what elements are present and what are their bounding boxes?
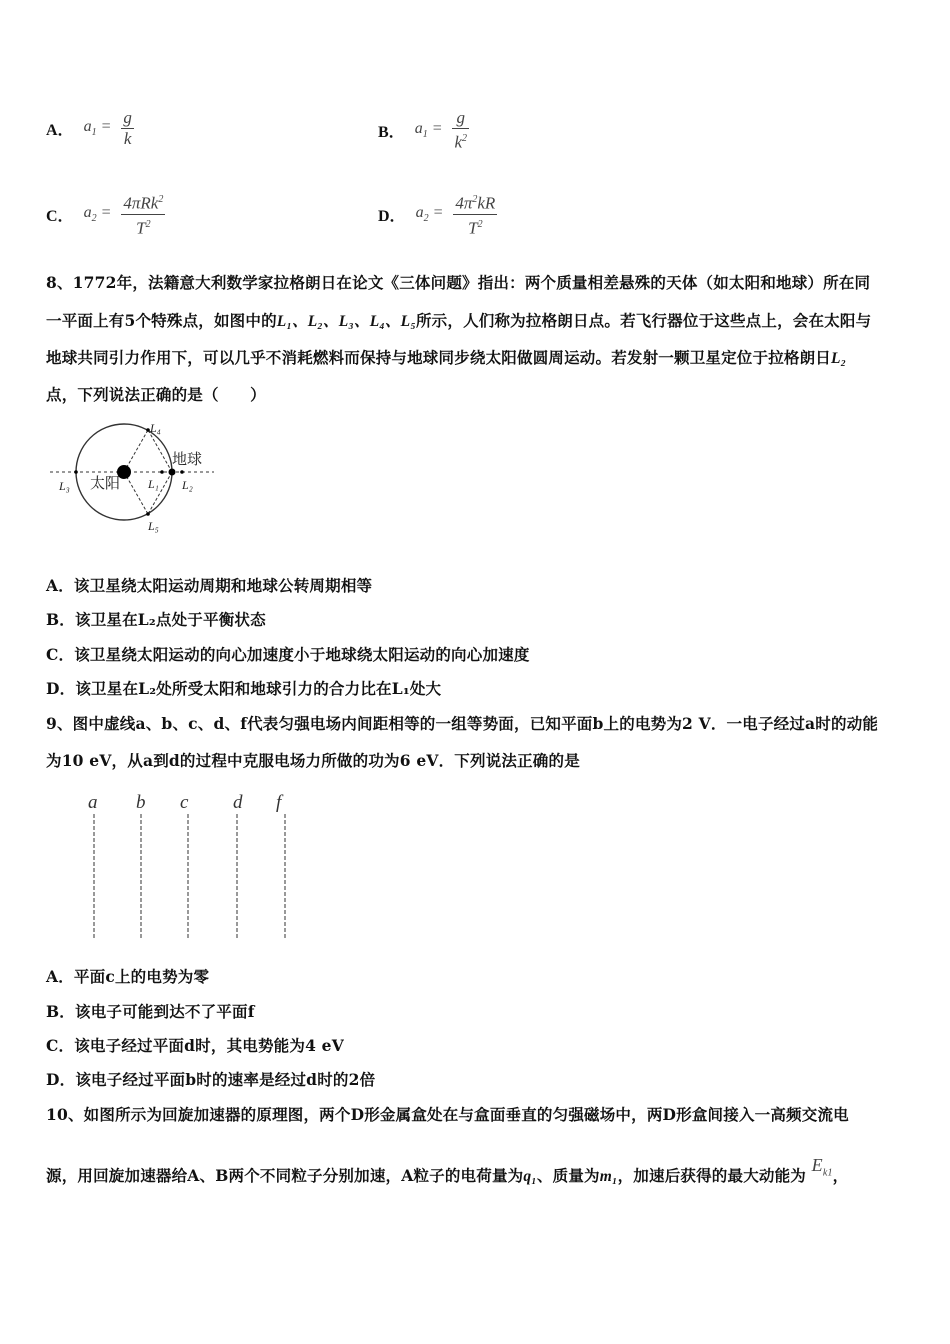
l3-dot [74, 470, 78, 474]
plane-label-c: c [180, 792, 189, 813]
q10-text-line1: 10、如图所示为回旋加速器的原理图，两个D形金属盒处在与盒面垂直的匀强磁场中，两D形盒间接入一高频交流电 [46, 1105, 849, 1124]
plane-label-d: d [233, 792, 243, 813]
formula-lhs: $a_2$ = [83, 204, 112, 225]
plane-label-f: f [276, 792, 282, 813]
q9-option-a: A．平面c上的电势为零 [46, 967, 210, 986]
option-label: C． [46, 207, 74, 225]
q8-option-b: B．该卫星在L₂点处于平衡状态 [46, 610, 266, 629]
q7-option-d [378, 190, 497, 238]
lagrange-diagram [46, 418, 216, 538]
l2-label: L₂ [182, 478, 193, 492]
q9-text-line2: 为10 eV，从a到d的过程中克服电场力所做的功为6 eV．下列说法正确的是 [46, 751, 580, 770]
equipotential-planes-diagram [80, 788, 300, 943]
option-label: D． [378, 207, 406, 225]
dash-earth-l4 [148, 430, 172, 472]
q8-text-line3: 地球共同引力作用下，可以几乎不消耗燃料而保持与地球同步绕太阳做圆周运动。若发射一颗卫星定位于拉格朗日L₂ [46, 348, 847, 367]
q7-option-c [46, 190, 165, 238]
q9-option-b: B．该电子可能到达不了平面f [46, 1002, 255, 1021]
formula-lhs: $a_1$ = [414, 120, 443, 141]
q8-text-line2: 一平面上有5个特殊点，如图中的L₁、L₂、L₃、L₄、L₅所示，人们称为拉格朗日点。若飞行器位于这些点上，会在太阳与 [46, 311, 872, 330]
sun-label: 太阳 [90, 476, 121, 492]
fraction: $\frac{g}{k}$ [123, 108, 132, 148]
q9-text-line1: 9、图中虚线a、b、c、d、f代表匀强电场内间距相等的一组等势面，已知平面b上的电势为2 V．一电子经过a时的动能 [46, 714, 879, 733]
plane-label-a: a [88, 792, 98, 813]
fraction: $\frac{g}{k^2}$ [454, 108, 468, 152]
q7-option-a [46, 108, 134, 149]
plane-label-b: b [136, 792, 146, 813]
q8-option-d: D．该卫星在L₂处所受太阳和地球引力的合力比在L₁处大 [46, 679, 442, 698]
l1-dot [160, 470, 164, 474]
q8-option-a: A．该卫星绕太阳运动周期和地球公转周期相等 [46, 576, 373, 595]
fraction: $\frac{4\pi Rk^2}{T^2}$ [123, 193, 164, 238]
q8-text-line1: 8、1772年，法籍意大利数学家拉格朗日在论文《三体问题》指出：两个质量相差悬殊的天体（如太阳和地球）所在同 [46, 273, 871, 292]
q8-option-c: C．该卫星绕太阳运动的向心加速度小于地球绕太阳运动的向心加速度 [46, 645, 530, 664]
l3-label: L₃ [59, 479, 70, 493]
dash-sun-l5 [124, 472, 148, 514]
option-label: A． [46, 122, 74, 139]
q9-option-c: C．该电子经过平面d时，其电势能为4 eV [46, 1036, 344, 1055]
lagrange-points: L₁、L₂、L₃、L₄、L₅ [276, 313, 416, 330]
option-label: B． [378, 123, 405, 141]
l5-label: L₅ [148, 519, 159, 533]
formula-lhs: $a_1$ = [83, 118, 112, 139]
q9-option-d: D．该电子经过平面b时的速率是经过d时的2倍 [46, 1070, 376, 1089]
dash-sun-l4 [124, 430, 148, 472]
l4-label: L₄ [150, 421, 161, 435]
l2-dot [180, 470, 184, 474]
earth-label: 地球 [172, 452, 203, 468]
fraction: $\frac{4\pi^2kR}{T^2}$ [455, 193, 496, 238]
q7-option-b [378, 108, 469, 153]
kinetic-energy-symbol: $E_{k1}$ [811, 1155, 833, 1179]
formula-lhs: $a_2$ = [415, 204, 444, 225]
q8-text-line4: 点，下列说法正确的是（ ） [46, 385, 266, 404]
q10-text-line2: 源，用回旋加速器给A、B两个不同粒子分别加速，A粒子的电荷量为q₁、质量为m₁，加速后获得的最大动能为 $E_{k1}$， [46, 1155, 849, 1185]
l5-dot [146, 512, 150, 516]
l1-label: L₁ [148, 477, 159, 491]
earth-dot [169, 469, 176, 476]
